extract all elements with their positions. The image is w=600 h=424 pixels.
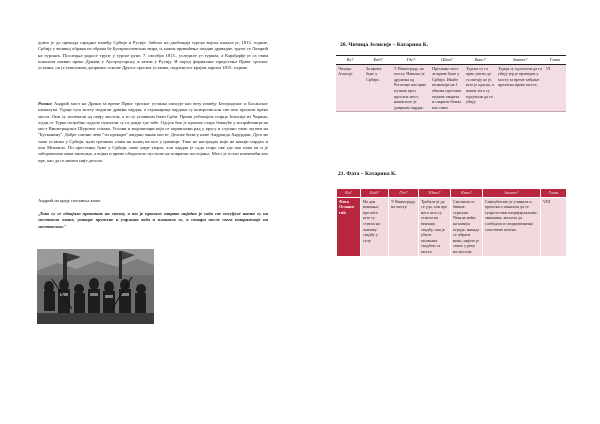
table-cell: У Вишеграду, на мосту. Наишао је дружена од Рогатице као прве путник кроз просаси мост, након што је довршен чардак. [392,64,430,112]
table-row [337,197,567,256]
column-header: Ко? [336,56,364,65]
table-cell: На дан венчања, пре него што су стигли на ловачку свадбу у селу [361,197,389,256]
table-cell: Турска су га прво увели да га питају ко је, што је одаско, а након тога су одлучили да га убију. [464,64,496,112]
table-cell: Пресвано мост за време буне у Србији. Имаће позначаји на 1 обнова престане медене свиреза и сакрити бежао као смеи. [430,64,464,112]
character-table-2 [336,188,567,257]
historical-illustration [37,249,154,324]
paragraph-history: довео је до прекида сарадње између Србије и Русије. Забило на двобиција турска војска напала је, 1813. године, Србију у великој обрани из обрана бе Бугарополевских мира, и, након примаћење опадне дравадне, трупе се Лазарић на турских. Последње радисе трупе у турске руке, 7. октобра 1813., уследиле уз турком, а Карађорђе је са свим покољем изавио преко Дунава у Аустроугарску, в затим у Русију. И поред формалног предосење Првог српског устанка, он је умпотноке допринео основе Другог српског устанка, подигнутог крајем априла 1815. године. [38,40,268,71]
section-heading-20: 20. Чичица Јелисије – Катарина К. [340,42,429,48]
column-header: Кад? [361,189,389,198]
right-page [300,0,600,424]
column-header: Ко? [337,189,361,198]
column-header: Глава [541,189,567,198]
column-header: Где? [392,56,430,65]
table-cell: Фата Османа-гић [337,197,361,256]
table-cell: Турци су одлучили да га убију јер је проведен у мосту за време забране преласка преко моста. [496,64,544,112]
column-header: Где? [389,189,419,198]
section-heading-21: 21. Фата – Катарина К. [338,171,397,177]
paragraph-quote: „Тако су се одвијала праштањ на мосту, а то је пропало заправо ниједно је сада све посуђеле копње су на мостовске овине, уоквире пружене и умрљана вода и плашило се, а ствари после свега потражиоје на мостовском." [38,211,268,229]
column-header: Зашто? [483,189,541,198]
column-header: Кад? [364,56,392,65]
table-cell: У Вишеграду, на мосту. [389,197,419,256]
table-cell: Самоубиство је учинила и приоска о поналом да се супротстави патријархалним законима, жељела да слободом и спорновеначно сопствено колеко. [483,197,541,256]
paragraph-novel [38,101,268,164]
column-header: Шта? [419,189,451,198]
table-header-row [336,56,566,65]
table-cell: VIII [541,197,567,256]
table-header-row [337,189,567,198]
character-table-1 [336,55,566,112]
column-header: Глава [544,56,566,65]
table-row [336,64,566,112]
table-cell: VI [544,64,566,112]
table-cell: За време буне у Србији. [364,64,392,112]
battle-scene-image [37,249,154,324]
column-header: Шта? [430,56,464,65]
table-cell: Требала је да се уда, али пре него што су стигли на венчану свадбу, она је убиле оплакана свадбом са моста. [419,197,451,256]
table-cell: Чичица Јелисије [336,64,364,112]
paragraph-novel-body: Андрић мост на Дрини за време Првог српског устанка описује као везу између Београдског и Босанског пашалука. Турци суш мосту подигли дрвени чардак, а стражарица чардака су контролисали све што пролази преко моста. Они су захтевали од свију мостом, а то су углавном били Срби. Према уобичајем старца Јелисије из Чарина, људи се Турке потребно лудале пуштали су га довде где забе. Одсјек био је прошао старо бакнуће у испраћеници на мост Вишеградског Шуровог сокака. Услови и водоничари који се окривљени рад у кругу и слушно тамо лупати на "Бутковину". Дабре сличне лепе "ти прекори" ажурно чанак мосте. Делове били у нове Андроида Харурдин. Дуго не тамо устанка у Србији, њим грешних глава на колац на коп у граници. Тако не настрадао није на капији смрдео и поп Михаило. По престанку буне у Србији, нове умре умрла, али чардак је сада старо ове где око нова па и је заборављена овна записана, а војни и време обпротило пустоше на повратак постојање. Мост је остао кличевећи као пре, као да се ништа није десило. [38,101,268,163]
column-header: Зашто? [496,56,544,65]
column-header: Како? [464,56,496,65]
paragraph-lead: Роман: [38,101,53,106]
paragraph-quote-intro: Андрић на крају поглавља каже: [38,198,102,203]
column-header: Како? [451,189,483,198]
table-cell: Сиговала се бивша стрпљва. Чекала моћи на капији ограде, никада се обрати нико, нијеле је свиле у реку на мостом. [451,197,483,256]
